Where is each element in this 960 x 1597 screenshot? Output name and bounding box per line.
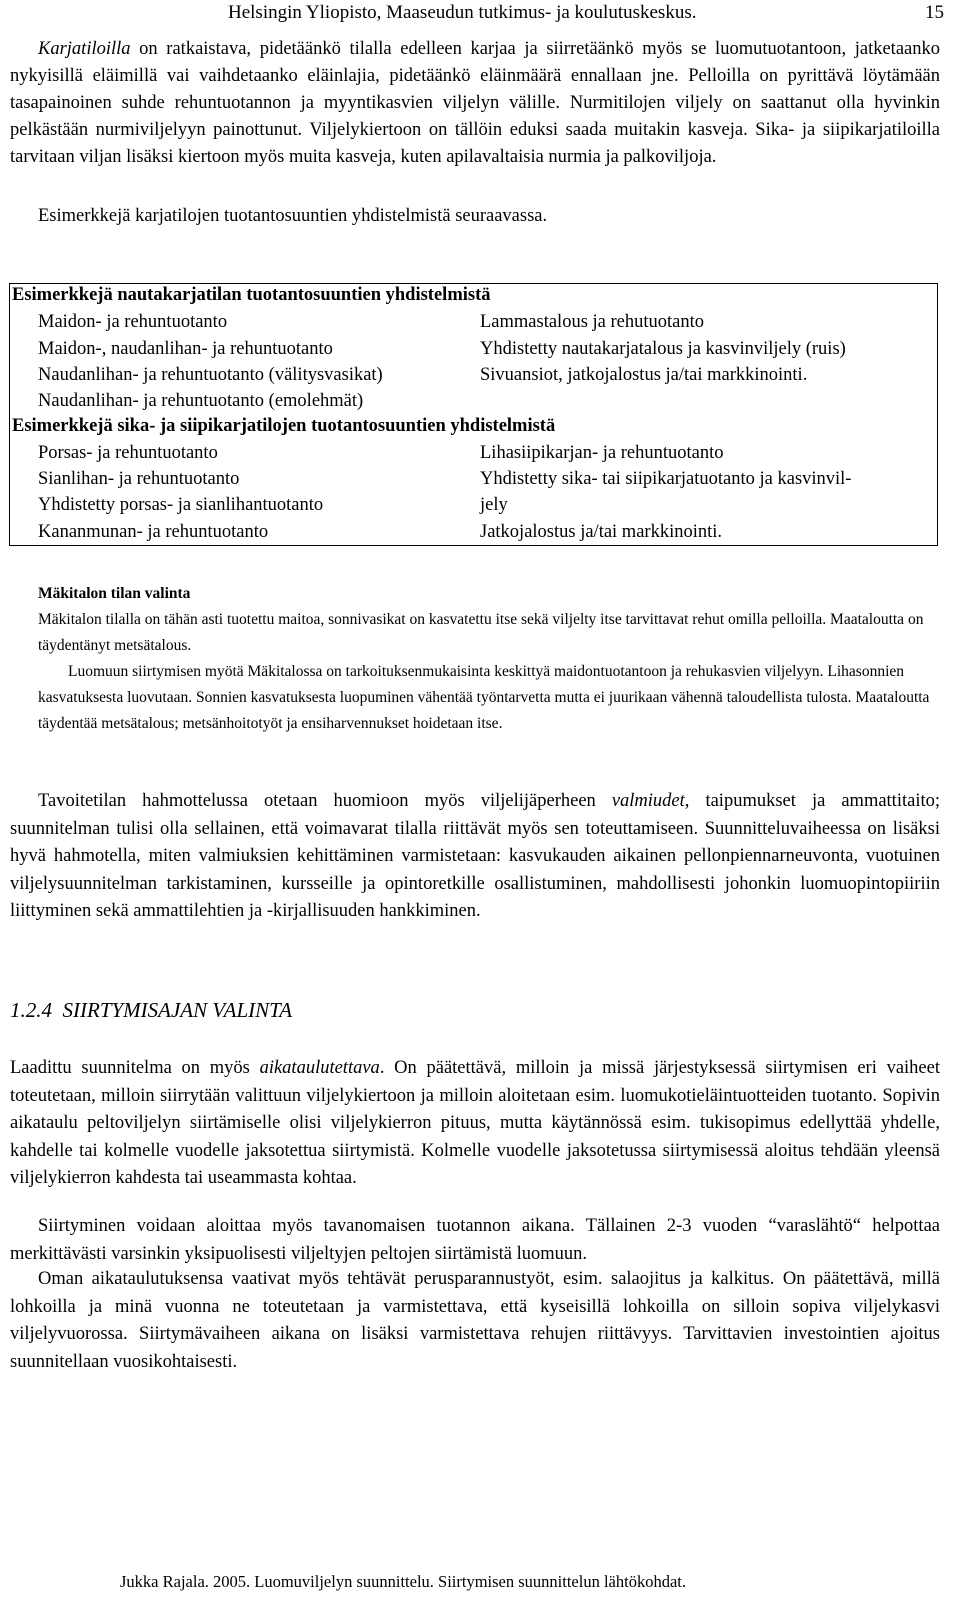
target-text-before: Tavoitetilan hahmottelussa otetaan huomioon myös viljelijäperheen [38, 791, 612, 811]
pig-right-item: jely [480, 495, 508, 515]
pig-left-item: Yhdistetty porsas- ja sianlihantuotanto [38, 495, 324, 515]
production-combinations-box [9, 283, 938, 546]
pig-left-item: Sianlihan- ja rehuntuotanto [38, 469, 240, 489]
intro-text: on ratkaistava, pidetäänkö tilalla edelleen karjaa ja siirretäänkö myös se luomutuotantoon, jatketaanko nykyisillä eläimillä vai vaihdetaanko eläinlajia, pidetäänkö eläinmäärä ennallaan jne. Pelloilla on pyrittävä löytämään tasapainoinen suhde rehuntuotannon ja myyntikasvien viljelyn välille. Nurmitilojen viljely on saattanut olla hyvinkin pelkästään nurmiviljelyyn painottunut. Viljelykiertoon on tällöin eduksi saada muitakin kasveja. Sika- ja siipikarjatiloilla tarvitaan viljan lisäksi kiertoon myös muita kasveja, kuten apilavaltaisia nurmia ja palkoviljoja. [10, 39, 940, 167]
makitalo-paragraph-1: Mäkitalon tilalla on tähän asti tuotettu maitoa, sonnivasikat on kasvatettu itse sekä viljelty itse tarvittavat rehut omilla pelloilla. Maataloutta on täydentänyt metsätalous. [38, 611, 924, 654]
intro-paragraph [10, 36, 940, 171]
schedule-text-italic: aikataulutettava [259, 1058, 380, 1078]
pig-left-item: Porsas- ja rehuntuotanto [38, 443, 218, 463]
pig-right-item: Jatkojalostus ja/tai markkinointi. [480, 522, 723, 542]
pig-right-item: Lihasiipikarjan- ja rehuntuotanto [480, 443, 724, 463]
target-text-after: , taipumukset ja ammattitaito; suunnitelman tulisi olla sellainen, että voimavarat tilalla riittävät myös sen toteuttamiseen. Suunnitteluvaiheessa on lisäksi hyvä hahmotella, miten valmiuksien kehittäminen varmistetaan: kasvukauden aikainen pellonpiennarneuvonta, vuotuinen viljelysuunnitelman tarkistaminen, kursseille ja opintoretkille osallistuminen, mahdollisesti johonkin luomuopintopiiriin liittyminen sekä ammattilehtien ja -kirjallisuuden hankkiminen. [10, 791, 940, 921]
makitalo-section [38, 581, 938, 737]
page-footer: Jukka Rajala. 2005. Luomuviljelyn suunnittelu. Siirtymisen suunnittelun lähtökohdat. [120, 1572, 686, 1591]
intro-closing: Esimerkkejä karjatilojen tuotantosuuntien yhdistelmistä seuraavassa. [38, 206, 548, 226]
page-header [228, 2, 944, 24]
schedule-paragraph-3: Oman aikataulutuksensa vaativat myös tehtävät perusparannustyöt, esim. salaojitus ja kalkitus. On päätettävä, millä lohkoilla ja minä vuonna ne toteutetaan ja varmistettava, että kyseisillä lohkoilla on silloin sopiva viljelykasvi viljelyvuorossa. Siirtymävaiheen aikana on lisäksi varmistettava rehujen riittävyys. Tarvittavien investointien ajoitus suunnitellaan vuosikohtaisesti. [10, 1269, 940, 1372]
pig-box-title: Esimerkkejä sika- ja siipikarjatilojen tuotantosuuntien yhdistelmistä [12, 416, 556, 436]
cattle-left-item: Maidon- ja rehuntuotanto [38, 312, 228, 332]
cattle-right-item: Sivuansiot, jatkojalostus ja/tai markkinointi. [480, 365, 808, 385]
section-heading: 1.2.4 SIIRTYMISAJAN VALINTA [10, 998, 293, 1022]
target-state-paragraph [10, 788, 940, 926]
schedule-paragraph-1 [10, 1055, 940, 1193]
target-text-italic: valmiudet [611, 791, 685, 811]
schedule-text-before: Laadittu suunnitelma on myös [10, 1058, 260, 1078]
cattle-right-item: Yhdistetty nautakarjatalous ja kasvinviljely (ruis) [480, 339, 846, 359]
makitalo-title: Mäkitalon tilan valinta [38, 585, 191, 602]
pig-right-item: Yhdistetty sika- tai siipikarjatuotanto ja kasvinvil- [480, 469, 852, 489]
page-number: 15 [925, 2, 944, 23]
cattle-right-item: Lammastalous ja rehutuotanto [480, 312, 704, 332]
pig-left-item: Kananmunan- ja rehuntuotanto [38, 522, 269, 542]
cattle-left-item: Maidon-, naudanlihan- ja rehuntuotanto [38, 339, 333, 359]
cattle-left-item: Naudanlihan- ja rehuntuotanto (välitysvasikat) [38, 365, 383, 385]
cattle-left-item: Naudanlihan- ja rehuntuotanto (emolehmät) [38, 391, 364, 411]
intro-lead-italic: Karjatiloilla [38, 39, 131, 59]
schedule-paragraph-2: Siirtyminen voidaan aloittaa myös tavanomaisen tuotannon aikana. Tällainen 2-3 vuoden “varaslähtö“ helpottaa merkittävästi varsinkin yksipuolisesti viljeltyjen peltojen siirtämistä luomuun. [10, 1216, 940, 1264]
header-institution: Helsingin Yliopisto, Maaseudun tutkimus- ja koulutuskeskus. [228, 2, 697, 23]
cattle-box-title: Esimerkkejä nautakarjatilan tuotantosuuntien yhdistelmistä [12, 285, 491, 305]
makitalo-paragraph-2: Luomuun siirtymisen myötä Mäkitalossa on tarkoituksenmukaisinta keskittyä maidontuotantoon ja rehukasvien viljelyyn. Lihasonnien kasvatuksesta luovutaan. Sonnien kasvatuksesta luopuminen vähentää työntarvetta mutta ei juurikaan vähennä taloudellista tulosta. Maataloutta täydentää metsätalous; metsänhoitotyöt ja ensiharvennukset hoidetaan itse. [38, 663, 930, 732]
schedule-text-after: . On päätettävä, milloin ja missä järjestyksessä siirtymisen eri vaiheet toteutetaan, milloin siirrytään valittuun viljelykiertoon ja milloin aloitetaan esim. luomukotieläintuotteiden tuotanto. Sopivin aikataulu peltoviljelyn siirtämiselle olisi viljelykierron pituus, mutta käytännössä esim. tukisopimus edellyttää yhdelle, kahdelle tai kolmelle vuodelle jaksotettua siirtymistä. Kolmelle vuodelle jaksotetussa siirtymisessä aloitus tehdään yleensä viljelykierron kahdesta tai useammasta kohtaa. [10, 1058, 940, 1188]
